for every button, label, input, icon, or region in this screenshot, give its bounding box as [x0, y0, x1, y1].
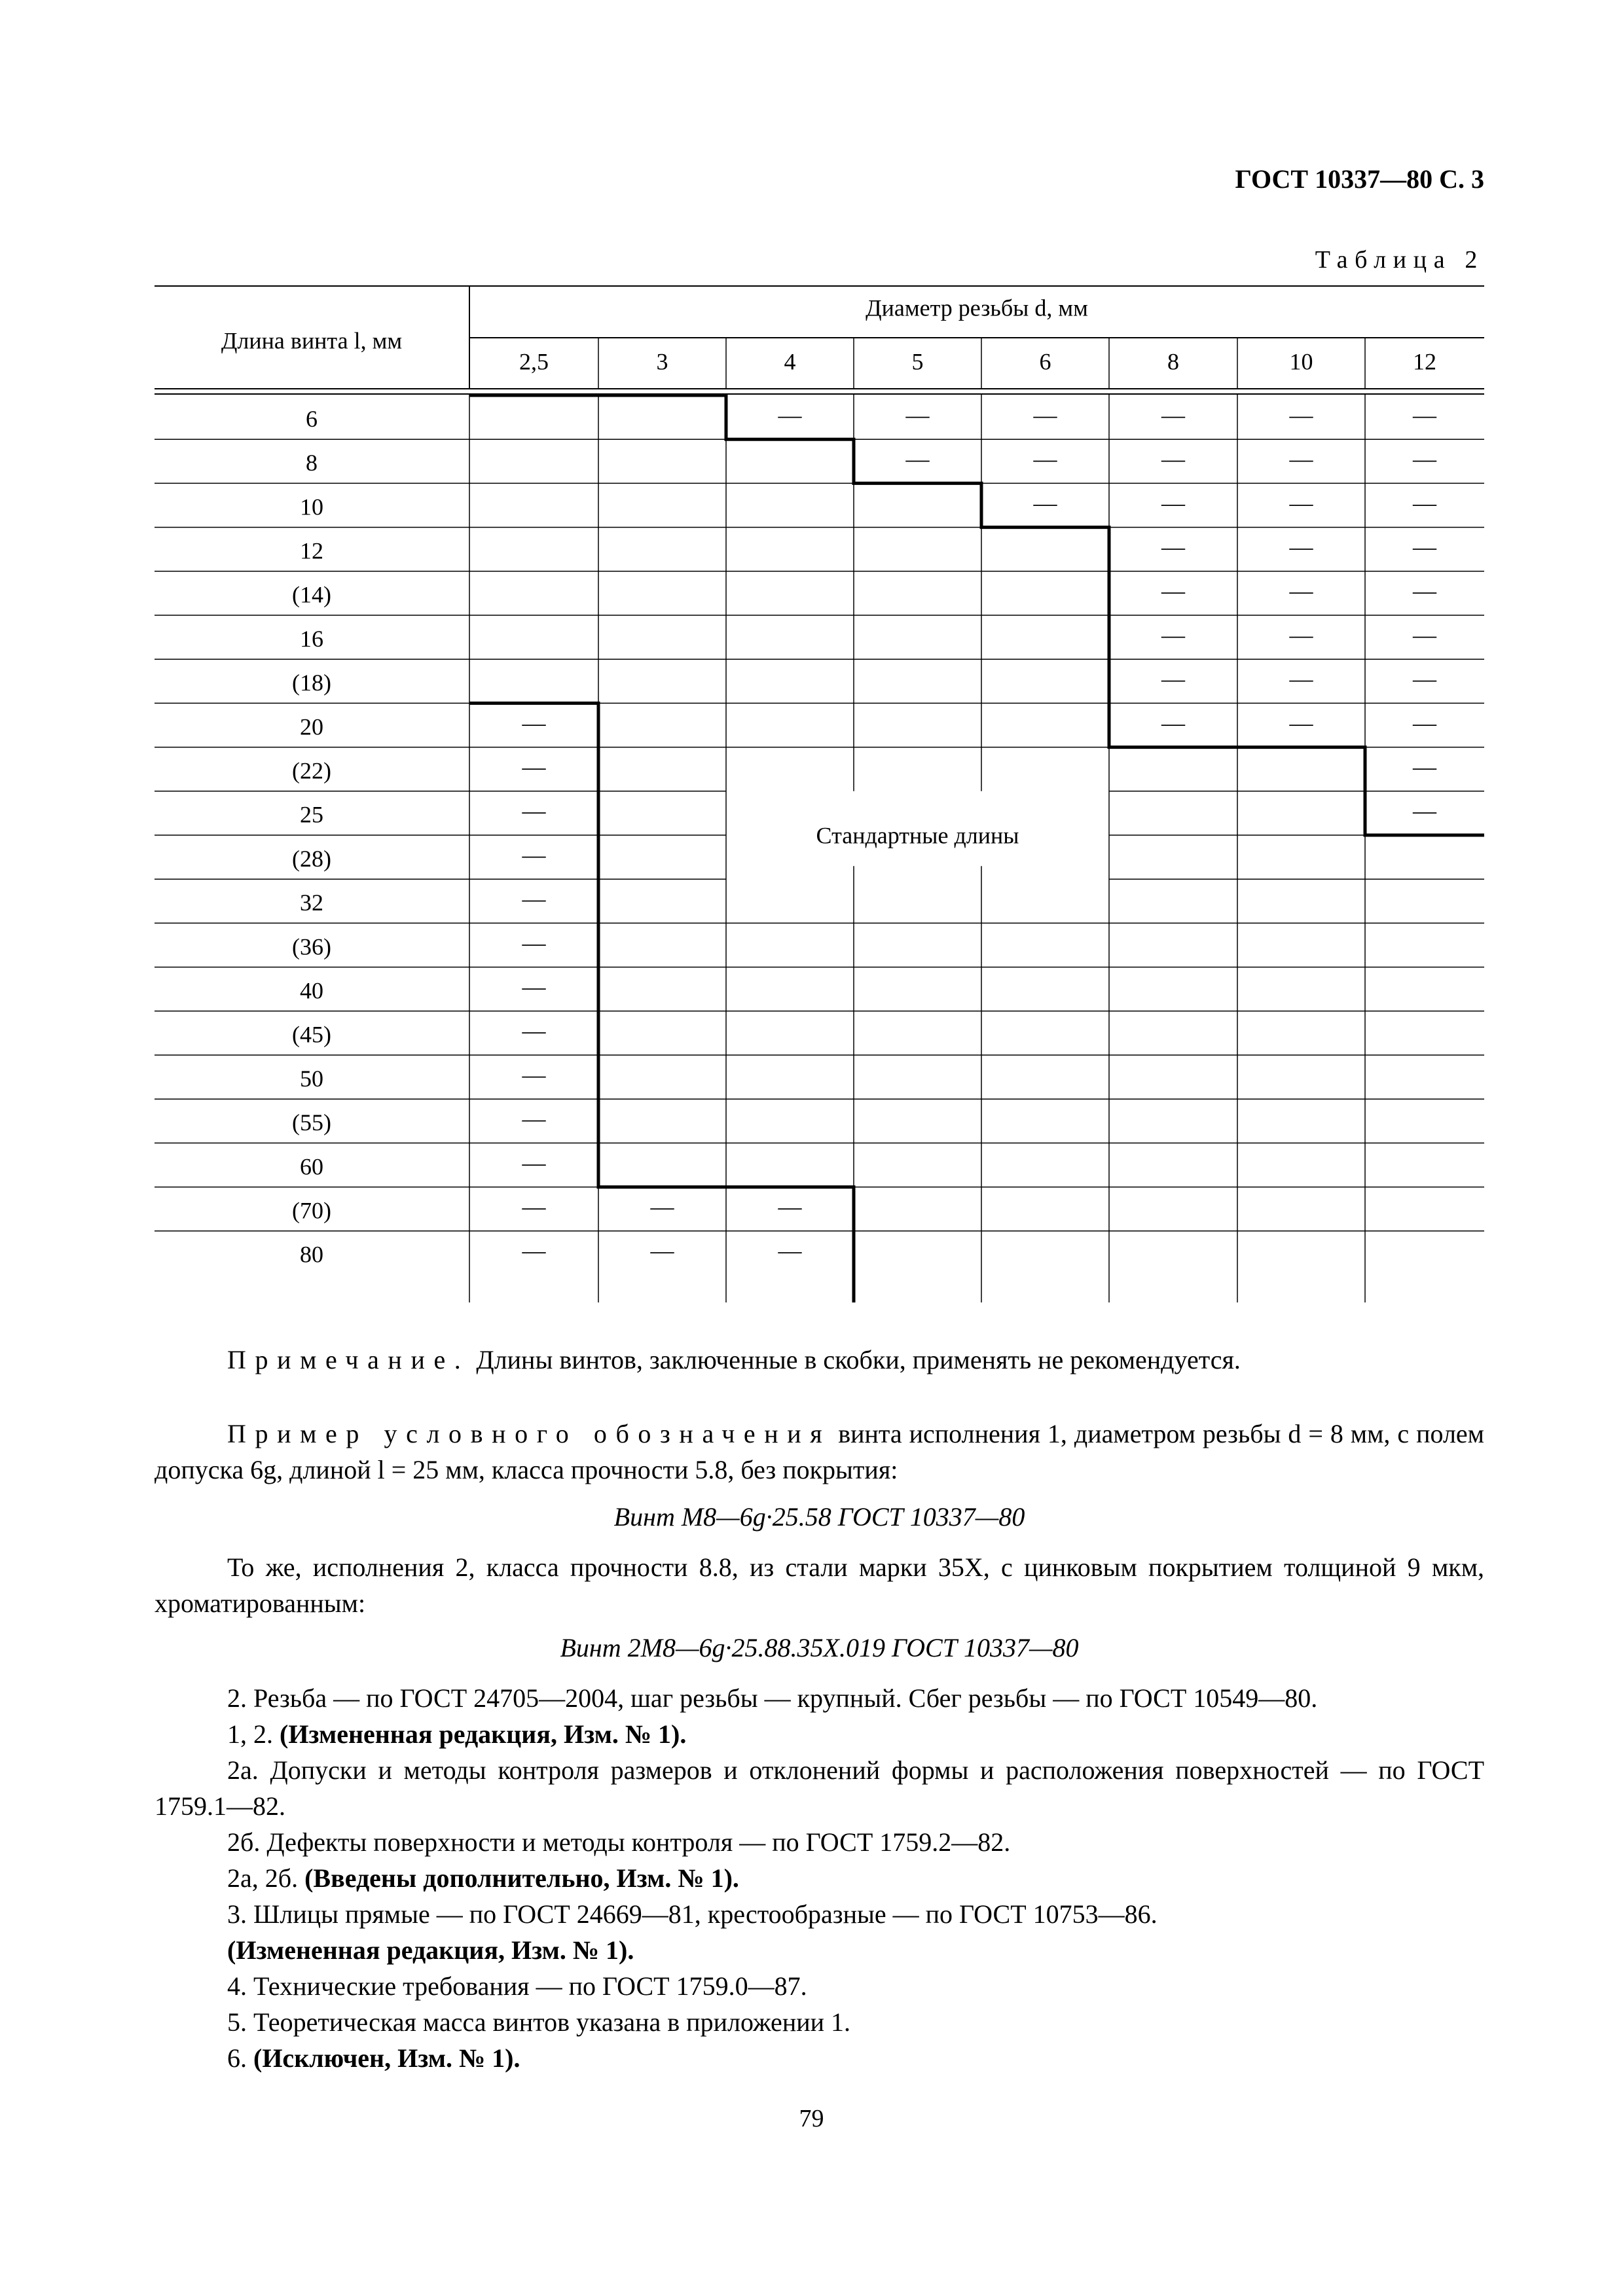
length-label: 80 [300, 1241, 323, 1268]
item-4: 4. Технические требования — по ГОСТ 1759.0—87. [227, 1971, 807, 2001]
dash-cell: — [1033, 401, 1057, 428]
diameter-header: 8 [1167, 348, 1179, 375]
table-2 [155, 283, 1484, 1302]
dash-cell: — [522, 1105, 546, 1132]
example-paragraph [155, 1416, 1484, 1488]
dash-cell: — [1289, 533, 1313, 560]
length-label: 8 [306, 450, 318, 476]
note [155, 1342, 1484, 1378]
dash-cell: — [1413, 577, 1436, 604]
diameter-header: 10 [1289, 348, 1313, 375]
length-label: 25 [300, 801, 323, 828]
dash-cell: — [522, 709, 546, 736]
dash-cell: — [1161, 621, 1185, 648]
length-label: 40 [300, 977, 323, 1004]
item-2-amendment: 1, 2. (Измененная редакция, Изм. № 1). [227, 1719, 687, 1749]
dash-cell: — [1161, 709, 1185, 736]
dash-cell: — [778, 1237, 802, 1264]
dash-cell: — [1413, 797, 1436, 824]
length-label: (55) [292, 1109, 331, 1136]
length-label: (45) [292, 1021, 331, 1048]
dash-cell: — [522, 753, 546, 780]
length-label: 50 [300, 1065, 323, 1092]
designation-2: Винт 2M8—6g·25.88.35X.019 ГОСТ 10337—80 [560, 1633, 1079, 1662]
item-2a: 2а. Допуски и методы контроля размеров и отклонений формы и расположения поверхностей — по ГОСТ 1759.1—82. [155, 1755, 1484, 1821]
example-text: винта исполнения 1, диаметром резьбы d = 8 мм, с полем допуска 6g, длиной l = 25 мм, класса прочности 5.8, без покрытия: [155, 1419, 1484, 1484]
dash-cell: — [778, 401, 802, 428]
dash-cell: — [1413, 446, 1436, 473]
dash-cell: — [1289, 490, 1313, 516]
diameter-header: 3 [656, 348, 668, 375]
dash-cell: — [1413, 401, 1436, 428]
dash-cell: — [522, 1017, 546, 1044]
dash-cell: — [1413, 533, 1436, 560]
length-label: (22) [292, 757, 331, 784]
dash-cell: — [1413, 666, 1436, 692]
dash-cell: — [1161, 577, 1185, 604]
dash-cell: — [1161, 666, 1185, 692]
dash-cell: — [522, 1237, 546, 1264]
item-6: 6. (Исключен, Изм. № 1). [227, 2043, 520, 2073]
dash-cell: — [778, 1193, 802, 1220]
dash-cell: — [522, 841, 546, 868]
length-label: 20 [300, 713, 323, 740]
item-2ab-amendment: 2а, 2б. (Введены дополнительно, Изм. № 1). [227, 1863, 739, 1893]
standard-lengths-label: Стандартные длины [816, 822, 1019, 849]
dash-cell: — [522, 973, 546, 1000]
dash-cell: — [1161, 490, 1185, 516]
example-text-2: То же, исполнения 2, класса прочности 8.8, из стали марки 35X, с цинковым покрытием толщиной 9 мкм, хроматированным: [155, 1552, 1484, 1618]
dash-cell: — [522, 929, 546, 956]
designation-1: Винт M8—6g·25.58 ГОСТ 10337—80 [613, 1502, 1025, 1532]
dash-cell: — [522, 797, 546, 824]
dash-cell: — [1289, 401, 1313, 428]
item-3-amendment: (Измененная редакция, Изм. № 1). [227, 1935, 634, 1965]
dash-cell: — [1289, 666, 1313, 692]
dash-cell: — [1161, 446, 1185, 473]
dash-cell: — [1289, 709, 1313, 736]
dash-cell: — [1161, 401, 1185, 428]
note-text: Длины винтов, заключенные в скобки, применять не рекомендуется. [469, 1345, 1241, 1374]
length-label: (70) [292, 1197, 331, 1224]
dash-cell: — [522, 1193, 546, 1220]
diameter-header: 6 [1039, 348, 1051, 375]
length-label: (18) [292, 670, 331, 696]
dash-cell: — [1413, 621, 1436, 648]
dash-cell: — [1289, 577, 1313, 604]
length-label: 16 [300, 625, 323, 652]
length-label: (36) [292, 933, 331, 960]
dash-cell: — [522, 1061, 546, 1088]
dash-cell: — [1289, 621, 1313, 648]
page-header: ГОСТ 10337—80 С. 3 [1235, 164, 1484, 194]
table-grid [155, 283, 1484, 1302]
length-label: 12 [300, 537, 323, 564]
dash-cell: — [522, 1149, 546, 1176]
length-label: 10 [300, 493, 323, 520]
item-2b: 2б. Дефекты поверхности и методы контроля — по ГОСТ 1759.2—82. [227, 1827, 1011, 1857]
dash-cell: — [650, 1237, 674, 1264]
diameter-header: 5 [911, 348, 924, 375]
item-2: 2. Резьба — по ГОСТ 24705—2004, шаг резьбы — крупный. Сбег резьбы — по ГОСТ 10549—80. [227, 1683, 1318, 1713]
dash-cell: — [905, 401, 930, 428]
dash-cell: — [1289, 446, 1313, 473]
dash-cell: — [1413, 709, 1436, 736]
dash-cell: — [650, 1193, 674, 1220]
length-label: 32 [300, 889, 323, 916]
note-label: Примечание. [227, 1345, 470, 1374]
dash-cell: — [522, 886, 546, 912]
dash-cell: — [905, 446, 930, 473]
diameter-header: 2,5 [519, 348, 549, 375]
dash-cell: — [1413, 753, 1436, 780]
dash-cell: — [1033, 490, 1057, 516]
dash-cell: — [1033, 446, 1057, 473]
diameter-header: 12 [1413, 348, 1436, 375]
diameter-header: 4 [784, 348, 796, 375]
group-header: Диаметр резьбы d, мм [866, 295, 1088, 321]
item-5: 5. Теоретическая масса винтов указана в приложении 1. [227, 2007, 851, 2037]
example-label: Пример условного обозначения [227, 1419, 831, 1448]
dash-cell: — [1161, 533, 1185, 560]
length-label: 60 [300, 1153, 323, 1180]
page-number: 79 [799, 2105, 824, 2132]
item-3: 3. Шлицы прямые — по ГОСТ 24669—81, крестообразные — по ГОСТ 10753—86. [227, 1899, 1158, 1929]
dash-cell: — [1413, 490, 1436, 516]
length-label: (14) [292, 581, 331, 608]
length-label: (28) [292, 845, 331, 872]
row-header: Длина винта l, мм [221, 327, 403, 354]
length-label: 6 [306, 405, 318, 432]
table-caption: Таблица 2 [1315, 246, 1484, 274]
